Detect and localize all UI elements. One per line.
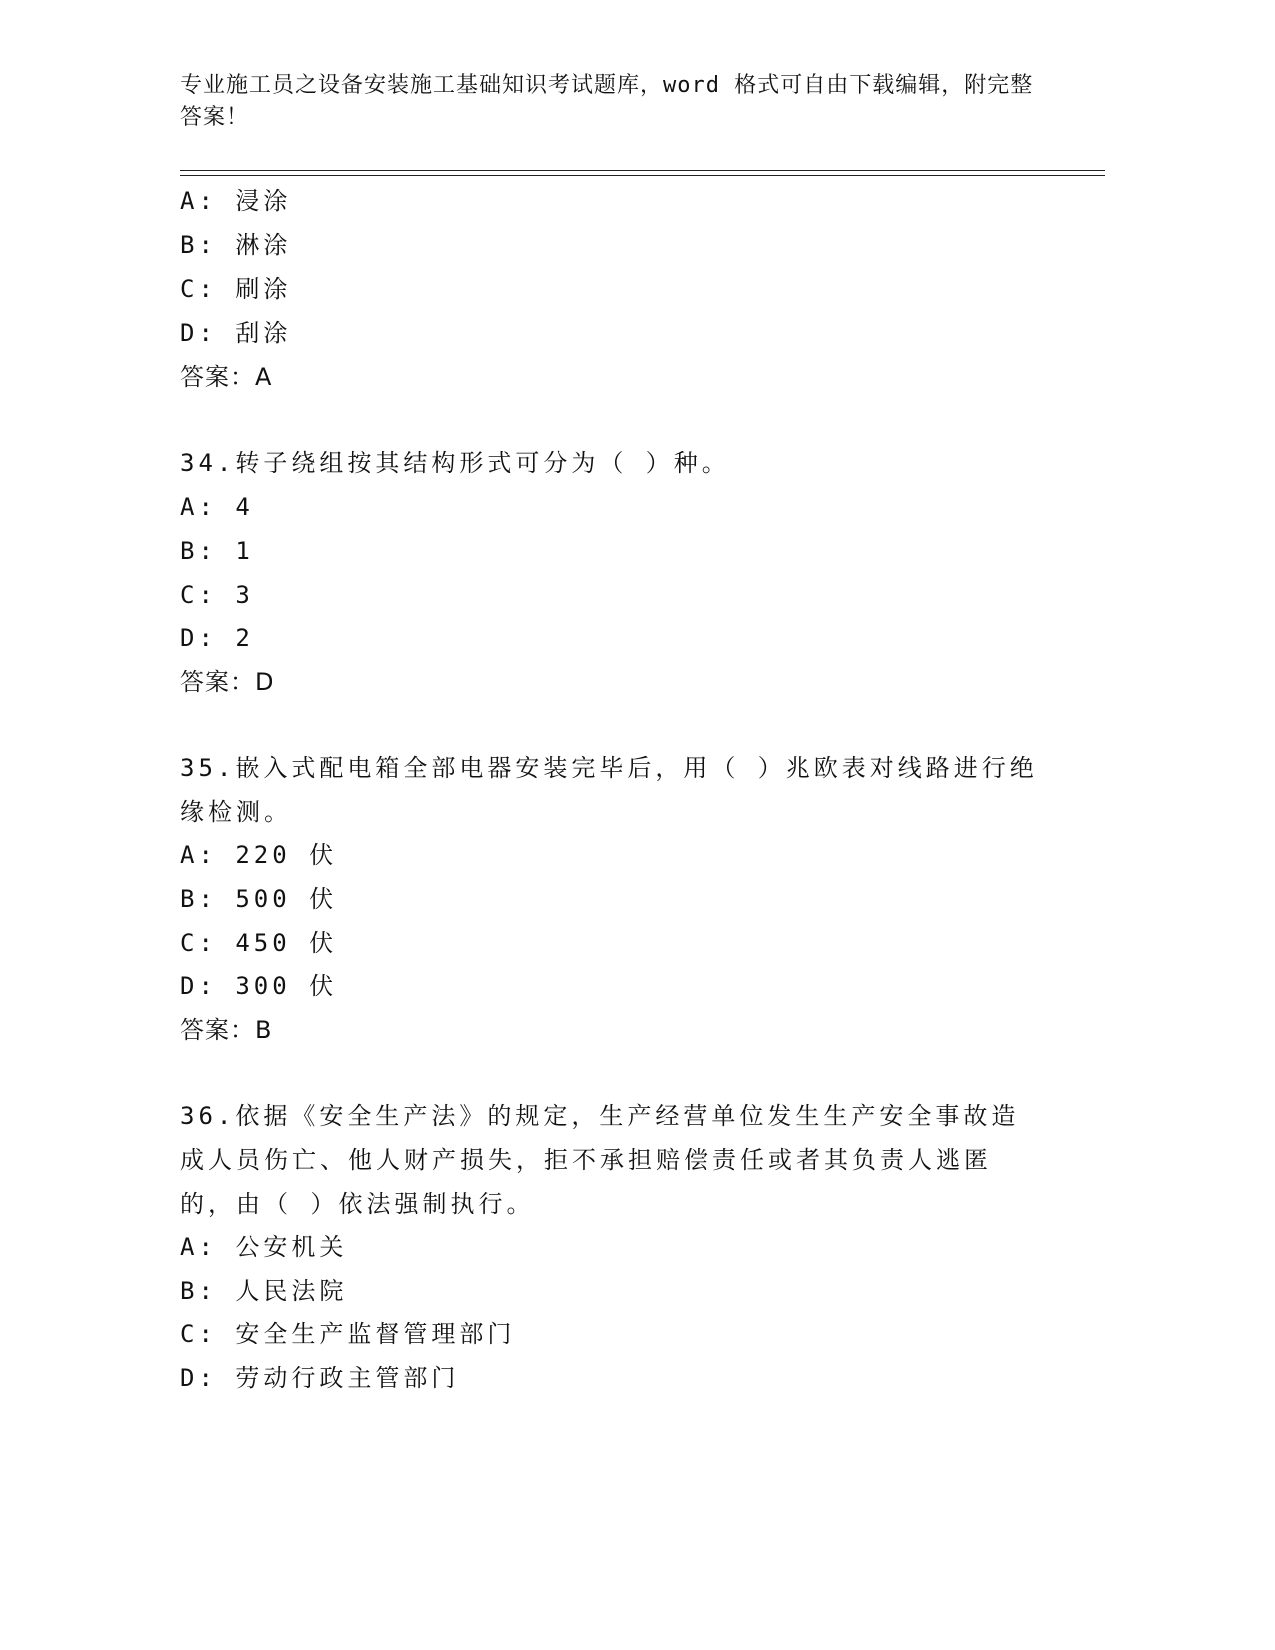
option-b: B: 人民法院 [180,1277,348,1305]
header-divider-top [180,170,1105,171]
option-a: A: 4 [180,493,254,521]
option-c: C: 450 伏 [180,929,338,957]
option-c: C: 3 [180,581,254,609]
option-a: A: 公安机关 [180,1233,348,1261]
option-c: C: 刷涂 [180,275,292,303]
option-b: B: 1 [180,537,254,565]
document-header-title: 专业施工员之设备安装施工基础知识考试题库，word 格式可自由下载编辑，附完整答案！ [180,73,1034,130]
question-35-text: 35.嵌入式配电箱全部电器安装完毕后，用（ ）兆欧表对线路进行绝缘检测。 [180,754,1038,826]
option-d: D: 2 [180,624,254,652]
question-36-text: 36.依据《安全生产法》的规定，生产经营单位发生生产安全事故造成人员伤亡、他人财产损失，拒不承担赔偿责任或者其负责人逃匿的，由（ ）依法强制执行。 [180,1102,1020,1218]
option-d: D: 刮涂 [180,319,292,347]
option-a: A: 220 伏 [180,841,338,869]
option-b: B: 淋涂 [180,231,292,259]
answer-label: 答案：D [180,668,275,696]
answer-label: 答案：A [180,363,273,391]
option-c: C: 安全生产监督管理部门 [180,1320,516,1348]
option-b: B: 500 伏 [180,885,338,913]
question-34-text: 34.转子绕组按其结构形式可分为（ ）种。 [180,449,730,477]
option-d: D: 劳动行政主管部门 [180,1364,460,1392]
answer-label: 答案：B [180,1016,273,1044]
option-d: D: 300 伏 [180,972,338,1000]
header-divider-bottom [180,175,1105,176]
option-a: A: 浸涂 [180,187,292,215]
